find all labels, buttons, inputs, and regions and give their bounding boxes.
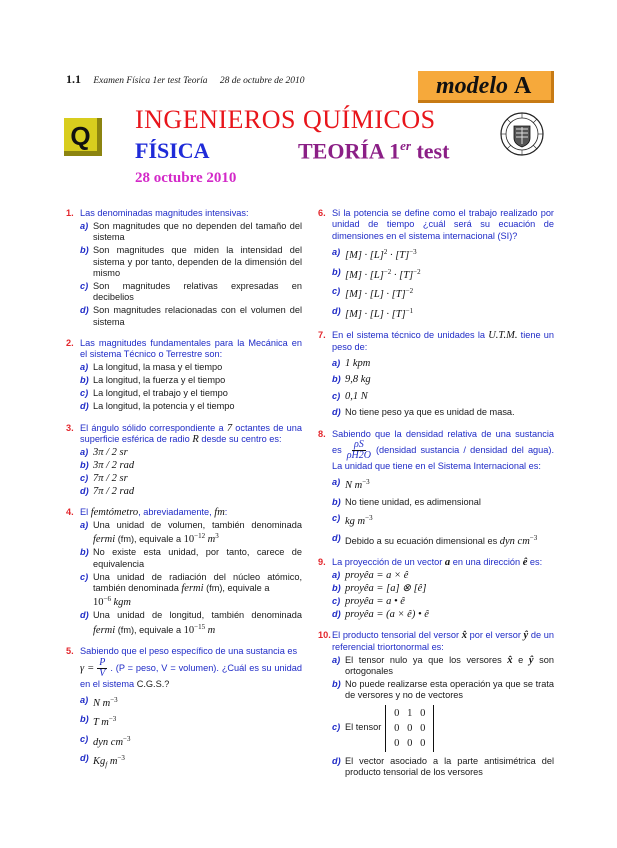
option-text-part: Una unidad de radiación del núcleo atómico, también denominada [93,571,302,593]
option-text: Son magnitudes que miden la intensidad del sistema y por tanto, dependen de la dimensión del mismo [93,245,302,279]
question-text-part: : [224,506,228,517]
subject-title: FÍSICA [135,138,210,163]
option-c [66,388,302,399]
question-text-part: , abreviadamente, [138,506,212,517]
question-1 [66,208,302,328]
test-title-sup: er [400,138,411,153]
option-a [318,247,554,261]
option-letter: d) [80,610,89,621]
option-d [66,753,302,771]
math-value: fermi [93,534,116,546]
option-text-part: (fm), equivale a [117,624,182,635]
question-text-part: (densidad sustancia / densidad del agua). La unidad que tiene en el Sistema Internacional es: [332,444,554,471]
option-letter: b) [80,547,89,558]
option-text: No existe esta unidad, por tanto, carece de equivalencia [93,547,302,569]
option-letter: d) [332,305,341,316]
option-letter: a) [80,220,89,231]
option-c [66,473,302,484]
math-value: N m [93,698,111,710]
question-number: 4. [66,506,74,517]
option-letter: a) [80,446,89,457]
math-exponent: −12 [194,532,206,541]
option-text [93,714,302,728]
option-text [345,306,554,320]
option-text: proyêa = [a] ⊗ [ê] [345,582,427,594]
option-letter: c) [332,722,341,733]
question-text: Las denominadas magnitudes intensivas: [80,208,249,218]
question-text-part: El producto tensorial del versor [332,630,460,641]
option-text [345,286,554,300]
option-text [345,477,554,491]
option-letter: a) [332,477,341,488]
math-exponent: −6 [103,595,111,604]
option-letter: d) [332,532,341,543]
exam-header-line [66,72,305,87]
question-text [332,330,554,353]
option-text: proyêa = a • ê [345,595,405,607]
option-letter: c) [332,390,341,401]
option-text [345,655,554,678]
option-letter: d) [80,401,89,412]
question-text: Si la potencia se define como el trabajo realizado por unidad de tiempo ¿cuál será su ecuación de dimensiones en el sistema internacional (SI)? [332,208,554,241]
option-b [66,460,302,471]
question-number: 7. [318,330,326,341]
question-text [80,507,302,518]
option-text: 3π / 2 rad [93,459,135,471]
option-b [318,583,554,594]
matrix-cell: 0 [394,722,400,734]
option-text: proyêa = (a × ê) • ê [345,608,429,620]
option-text [93,753,302,771]
question-number: 8. [318,428,326,439]
question-text-part: C.G.S.? [136,678,170,689]
option-a [66,695,302,709]
question-text [332,429,554,473]
option-text: La longitud, la potencia y el tiempo [93,401,235,412]
option-letter: d) [332,608,341,619]
option-d [66,486,302,497]
option-c [318,596,554,607]
fraction [345,440,373,461]
math-exponent: −2 [413,267,421,276]
option-text: La longitud, la masa y el tiempo [93,362,223,373]
math-exponent: −3 [409,248,417,257]
math-value: kgm [113,597,132,609]
option-letter: b) [332,374,341,385]
question-6 [318,208,554,320]
option-text: No puede realizarse esta operación ya que se trata de versores y no de vectores [345,678,554,701]
option-d [318,533,554,547]
math-value: femtómetro [90,506,139,518]
matrix-cell: 0 [420,737,426,749]
question-number: 6. [318,208,326,218]
model-letter: A [514,73,532,99]
math-value: · [T] [391,269,414,281]
option-text [345,513,554,527]
question-text-part: octantes de una superficie esférica de radio [80,422,302,444]
option-d [318,756,554,779]
math-value: m [207,534,216,546]
option-b [318,679,554,702]
option-a [318,570,554,581]
option-text [93,610,302,636]
math-value: [M] · [L] [345,269,384,281]
question-3 [66,423,302,497]
question-text-part: Sabiendo que el peso específico de una sustancia es [80,646,298,657]
math-value: [M] · [L] · [T] [345,289,406,301]
math-value: 10 [183,534,195,546]
option-letter: d) [80,753,89,764]
question-text-part: en una dirección [452,557,521,568]
question-text-part: es: [529,557,543,568]
question-text-part: El ángulo sólido correspondiente a [80,422,224,433]
question-4 [66,507,302,636]
test-title [298,138,449,164]
option-c [318,513,554,527]
option-a [66,362,302,373]
option-letter: c) [80,388,89,399]
math-value: 10 [93,597,104,609]
option-letter: c) [80,280,89,291]
math-value: x̂ [461,630,467,642]
option-letter: c) [332,595,341,606]
option-letter: a) [332,247,341,258]
test-title-tail: test [410,138,450,164]
question-10 [318,630,554,778]
math-value: m [107,756,118,768]
question-number: 10. [318,630,331,641]
option-a [66,221,302,244]
option-d [66,610,302,636]
option-d [318,609,554,620]
option-text [93,520,302,546]
math-exponent: −3 [110,696,118,704]
tensor-matrix [385,705,434,752]
math-value: ê [522,557,528,569]
option-b [318,267,554,281]
option-text: No tiene unidad, es adimensional [345,496,481,507]
option-letter: b) [332,266,341,277]
fraction-denominator: V [99,667,106,679]
option-text: 9,8 kg [345,374,371,386]
option-text: La longitud, la fuerza y el tiempo [93,375,226,386]
option-letter: a) [332,654,341,665]
option-c [318,286,554,300]
question-text-part: El [80,506,89,517]
question-text [332,557,554,568]
matrix-row [390,706,429,721]
model-badge [418,71,554,103]
option-letter: d) [332,755,341,766]
question-7 [318,330,554,418]
option-letter: a) [332,570,341,581]
matrix-cell: 1 [407,707,413,719]
option-text-part: e [518,654,524,665]
question-text-part: de un referencial triortonormal es: [332,630,554,652]
left-column [66,208,302,782]
option-text [345,533,554,547]
option-text: No tiene peso ya que es unidad de masa. [345,407,515,418]
math-exponent: −3 [365,514,373,523]
fraction-denominator: ρH2O [346,449,371,461]
option-b [318,497,554,508]
math-value: 7 [226,422,233,434]
question-2 [66,338,302,412]
math-value: U.T.M. [488,330,518,342]
option-letter: d) [80,485,89,496]
option-letter: c) [332,286,341,297]
option-b [318,374,554,385]
math-exponent: −3 [108,715,117,724]
option-letter: c) [80,571,89,582]
option-letter: a) [80,362,89,373]
math-value: m [207,624,216,636]
math-value: R [192,433,199,445]
option-text: Son magnitudes relacionadas con el volumen del sistema [93,305,302,327]
right-column [318,208,554,788]
option-text-part: (fm), equivale a [117,534,182,545]
exam-name: Examen Física 1er test Teoría [93,76,208,86]
option-letter: c) [80,733,89,744]
question-text: Las magnitudes fundamentales para la Mecánica en el sistema Técnico o Terrestre son: [80,338,302,360]
option-text-part: Una unidad de longitud, también denominada [93,610,302,621]
option-letter: b) [332,582,341,593]
exam-date: 28 de octubre de 2010 [219,76,305,86]
question-text-part: tiene un peso de: [332,330,554,352]
option-b [66,714,302,728]
fraction [97,658,107,679]
q-logo-icon: Q [64,118,102,156]
option-text: proyêa = a × ê [345,570,409,582]
option-letter: b) [332,496,341,507]
math-exponent: −3 [529,533,538,542]
option-b [66,547,302,570]
option-letter: c) [332,513,341,524]
matrix-cell: 0 [394,707,400,719]
option-b [66,375,302,386]
title-date: 28 octubre 2010 [135,170,237,186]
matrix-row [390,721,429,736]
option-letter: c) [80,472,89,483]
option-text: Son magnitudes relativas expresadas en decibelios [93,280,302,303]
option-c [66,572,302,609]
math-exponent: −2 [383,267,392,276]
matrix-cell: 0 [407,737,413,749]
option-text: El tensor [345,722,382,733]
option-c [318,705,554,752]
math-value: kg m [345,516,366,528]
question-number: 9. [318,557,326,568]
option-text-part: (fm), equivale a [206,582,270,593]
math-exponent: −3 [362,478,370,487]
question-text [332,630,554,653]
model-word: modelo [436,73,508,99]
question-text-part: La proyección de un vector [332,557,443,568]
question-text-part: . (P = peso, V = volumen). ¿Cuál es su unidad en el sistema [80,662,302,689]
option-text: 7π / 2 rad [93,485,135,497]
question-text-part: por el versor [469,630,521,641]
math-value: fm [214,506,225,518]
math-value: x̂ [507,654,513,666]
option-b [66,245,302,279]
option-text: 1 kpm [345,357,371,369]
math-exponent: −15 [194,622,206,631]
question-9 [318,557,554,620]
option-text-part: Debido a su ecuación dimensional es [345,535,498,546]
question-text-part: desde su centro es: [201,433,282,444]
math-exponent: −3 [123,734,131,743]
option-text [93,572,302,609]
option-d [318,407,554,418]
page-title: INGENIEROS QUÍMICOS [135,105,436,134]
option-d [66,401,302,412]
option-a [66,447,302,458]
math-value: T m [93,717,109,729]
option-text-part: son ortogonales [345,654,554,676]
option-text: El vector asociado a la parte antisimétrica del producto tensorial de los versores [345,755,554,778]
math-value: 10 [183,624,195,636]
option-letter: a) [332,357,341,368]
question-8 [318,429,554,548]
option-text [93,734,302,748]
option-letter: d) [332,407,341,418]
math-value: [M] · [L] · [T] [345,308,406,320]
option-a [318,655,554,678]
option-text: 7π / 2 sr [93,472,128,484]
option-d [318,306,554,320]
math-value: ŷ [528,654,534,666]
option-a [66,520,302,546]
option-letter: b) [80,714,89,725]
question-number: 1. [66,208,74,218]
option-letter: b) [80,459,89,470]
question-number: 5. [66,646,74,657]
option-text: Son magnitudes que no dependen del tamaño del sistema [93,220,302,243]
question-text [80,646,302,690]
option-letter: a) [80,695,89,705]
page-number: 1.1 [66,72,81,86]
math-value: fermi [93,624,116,636]
question-text-part: Sabiendo que la densidad relativa de una sustancia es [332,428,554,455]
math-exponent: 3 [215,532,219,541]
option-text [93,695,302,709]
math-value: Kg [93,756,106,768]
option-c [66,281,302,304]
matrix-cell: 0 [420,707,426,719]
math-value: ŷ [523,630,529,642]
option-text [345,247,554,261]
question-5 [66,646,302,772]
test-title-main: TEORÍA 1 [298,138,401,164]
math-value: · [T] [387,250,410,262]
option-letter: a) [80,519,89,530]
math-exponent: −1 [405,306,414,315]
math-value: dyn cm [93,737,124,748]
matrix-cell: 0 [407,722,413,734]
fraction-numerator: ρS [353,438,364,450]
option-c [318,391,554,402]
option-letter: b) [332,678,341,689]
option-d [66,305,302,328]
math-subscript: f [105,761,108,770]
math-value: dyn cm [499,535,530,547]
option-letter: b) [80,375,89,386]
fraction-numerator: P [99,656,106,668]
matrix-cell: 0 [420,722,426,734]
option-c [66,734,302,748]
question-number: 2. [66,338,74,349]
math-value: a [444,557,451,569]
option-text: 0,1 N [345,390,368,402]
question-text [80,423,302,446]
option-text: 3π / 2 sr [93,446,128,458]
math-exponent: −3 [117,754,125,763]
option-letter: d) [80,305,89,316]
option-text-part: Una unidad de volumen, también denominada [93,519,302,530]
university-seal-icon [500,112,544,156]
option-text-part: El tensor nulo ya que los versores [345,654,502,665]
matrix-row [390,736,429,751]
option-a [318,358,554,369]
math-value: fermi [181,582,204,594]
math-value: γ = [80,662,95,674]
option-a [318,477,554,491]
option-letter: b) [80,245,89,256]
math-value: N m [345,480,363,492]
option-text: La longitud, el trabajo y el tiempo [93,388,228,399]
matrix-cell: 0 [394,737,400,749]
math-exponent: 2 [383,248,388,257]
question-number: 3. [66,422,74,433]
option-text [345,267,554,281]
math-value: [M] · [L] [345,250,384,262]
question-text-part: En el sistema técnico de unidades la [332,330,485,341]
math-exponent: −2 [405,287,414,296]
